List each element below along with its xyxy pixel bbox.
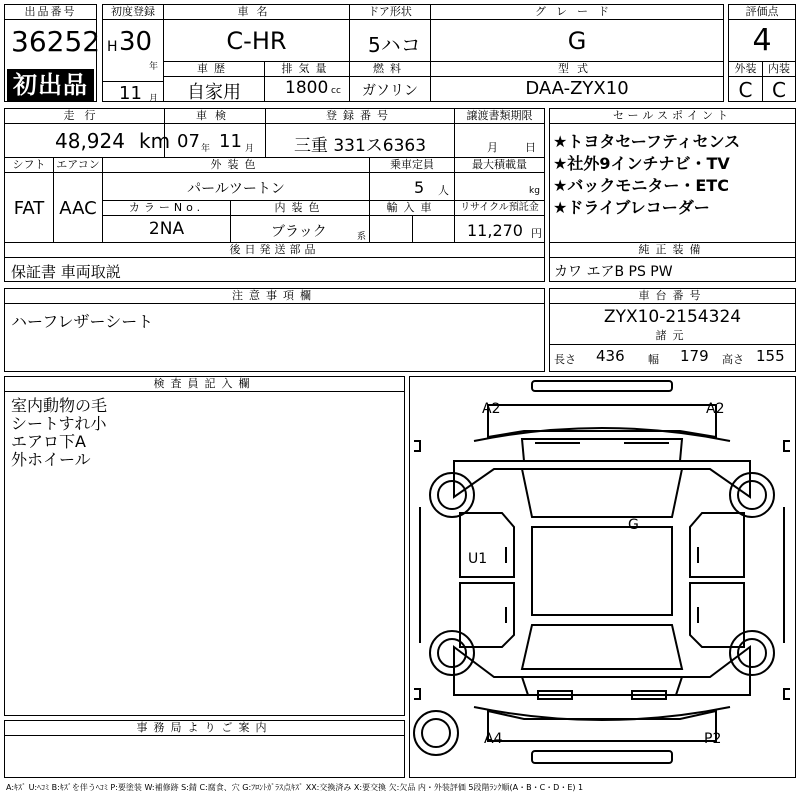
recycle-box [454, 200, 545, 243]
plate-label: 登録番号 [266, 109, 454, 124]
sales-point-3: ★バックモニター・ETC [553, 176, 729, 195]
mark-a4: A4 [484, 731, 503, 747]
car-outline [410, 377, 795, 777]
capacity-label: 乗車定員 [370, 158, 454, 173]
color-box [102, 157, 370, 201]
plate-box [265, 108, 455, 158]
ext-grade: C [738, 78, 753, 102]
shift-label: シフト [5, 158, 53, 173]
door-box [349, 4, 431, 62]
displacement-unit: cc [331, 86, 341, 96]
inspector-box [4, 376, 405, 716]
shift-box [4, 157, 54, 243]
ext-grade-label: 外装 [729, 62, 762, 77]
aircon: AAC [59, 198, 97, 219]
inspector-line-4: 外ホイール [11, 450, 91, 469]
grade-label: グレード [431, 5, 723, 20]
import-label: 輸入車 [370, 201, 454, 216]
mileage-label: 走行 [5, 109, 164, 124]
fuel: ガソリン [362, 83, 418, 99]
mileage: 48,924 [55, 129, 125, 153]
mark-p2: P2 [704, 731, 722, 747]
displacement-label: 排気量 [265, 62, 349, 77]
color-label: 外装色 [103, 158, 369, 173]
fuel-label: 燃料 [350, 62, 430, 77]
color-no-box [102, 200, 231, 243]
int-grade-box [762, 61, 796, 102]
mark-a2-right: A2 [706, 401, 725, 417]
dims-label: 諸元 [550, 329, 795, 343]
sales-point-2: ★社外9インチナビ・TV [553, 154, 730, 173]
int-grade: C [772, 78, 786, 102]
int-grade-label: 内装 [763, 62, 795, 77]
length: 436 [596, 347, 625, 365]
mark-a2-left: A2 [482, 401, 501, 417]
aircon-label: エアコン [54, 158, 102, 173]
first-listing-badge: 初出品 [7, 69, 94, 101]
history-box [163, 61, 265, 102]
score-box [728, 4, 796, 62]
color-no: 2NA [148, 219, 185, 239]
notes-box [4, 288, 545, 372]
ext-grade-box [728, 61, 763, 102]
width: 179 [680, 347, 709, 365]
office-label: 事務局よりご案内 [5, 721, 404, 736]
mileage-box [4, 108, 171, 158]
score: 4 [752, 23, 772, 58]
history-label: 車歴 [164, 62, 264, 77]
color-no-label: カラーNo. [103, 201, 230, 216]
int-color-unit: 系 [357, 232, 367, 242]
sales-points-label: セールスポイント [550, 109, 795, 124]
int-color-box [230, 200, 370, 243]
grade-box [430, 4, 724, 62]
door-type: 5ハコ [368, 33, 421, 57]
later-parts-label: 後日発送部品 [5, 243, 544, 258]
width-label: 幅 [648, 353, 659, 366]
insp-month: 11 [219, 131, 242, 152]
length-label: 長さ [554, 353, 576, 366]
equipment-label: 純正装備 [550, 243, 795, 258]
int-color-label: 内装色 [231, 201, 369, 216]
door-label: ドア形状 [350, 5, 430, 20]
height-label: 高さ [722, 353, 744, 366]
mark-g: G [628, 517, 639, 533]
notes-label: 注意事項欄 [5, 289, 544, 304]
load-label: 最大積載量 [455, 158, 544, 173]
year-unit: 年 [149, 62, 159, 72]
recycle-unit: 円 [531, 227, 542, 240]
load-box [454, 157, 545, 201]
office-box [4, 720, 405, 778]
reg-month: 11 [119, 83, 142, 104]
transfer-box [454, 108, 545, 158]
insp-month-unit: 月 [245, 144, 255, 154]
capacity-unit: 人 [438, 184, 449, 197]
chassis-box [549, 288, 796, 372]
recycle-label: リサイクル預託金 [455, 201, 544, 216]
transfer-label: 譲渡書類期限 [455, 109, 544, 124]
capacity-box [369, 157, 455, 201]
lot-number: 36252 [11, 25, 101, 58]
sales-points-box [549, 108, 796, 243]
lot-label: 出品番号 [5, 5, 96, 20]
notes: ハーフレザーシート [11, 312, 154, 331]
displacement-box [264, 61, 350, 102]
transfer-day-unit: 日 [525, 141, 536, 154]
legend: A:ｷｽﾞ U:ﾍｺﾐ B:ｷｽﾞを伴うﾍｺﾐ P:要塗装 W:補修跡 S:錆 C:腐食、穴 G:ﾌﾛﾝﾄｶﾞﾗｽ点ｷｽﾞ XX:交換済み X:要交換 欠:欠品 内・外装評価 5段階ﾗﾝｸ順(A・B・C・D・E) 1 [6, 783, 584, 792]
model-box [430, 61, 724, 102]
inspector-label: 検査員記入欄 [5, 377, 404, 392]
grade: G [567, 27, 587, 55]
era: H [107, 39, 118, 55]
recycle: 11,270 [467, 221, 523, 240]
inspection-box [164, 108, 266, 158]
load-unit: kg [529, 186, 540, 196]
car-name-box [163, 4, 350, 62]
insp-year-unit: 年 [201, 144, 211, 154]
equipment-box [549, 242, 796, 282]
lot-box [4, 4, 101, 102]
chassis-label: 車台番号 [550, 289, 795, 304]
model: DAA-ZYX10 [525, 78, 629, 99]
chassis-number: ZYX10-2154324 [603, 307, 742, 327]
later-parts-box [4, 242, 545, 282]
equipment: カワ エアB PS PW [554, 264, 673, 280]
reg-year: 30 [119, 27, 153, 57]
car-diagram [409, 376, 796, 778]
month-unit: 月 [149, 94, 159, 104]
shift: FAT [13, 198, 45, 219]
aircon-box [53, 157, 103, 243]
mark-u1: U1 [468, 551, 488, 567]
score-label: 評価点 [729, 5, 795, 20]
later-parts: 保証書 車両取説 [11, 263, 121, 281]
color: パールツートン [187, 181, 285, 197]
first-reg-box [102, 4, 164, 102]
capacity: 5 [414, 178, 425, 197]
inspection-label: 車検 [165, 109, 265, 124]
first-reg-label: 初度登録 [103, 5, 163, 20]
sales-point-4: ★ドライブレコーダー [553, 198, 710, 217]
model-label: 型式 [431, 62, 723, 77]
inspector-line-1: 室内動物の毛 [11, 396, 108, 415]
sales-point-1: ★トヨタセーフティセンス [553, 132, 741, 151]
mileage-unit: km [139, 129, 171, 153]
height: 155 [756, 347, 785, 365]
transfer-month-unit: 月 [487, 141, 498, 154]
plate: 三重 331ス6363 [293, 136, 427, 156]
car-name: C-HR [226, 27, 287, 55]
inspector-line-3: エアロ下A [11, 432, 86, 451]
displacement: 1800 [285, 78, 329, 98]
import-box [369, 200, 455, 243]
car-name-label: 車名 [164, 5, 349, 20]
insp-year: 07 [177, 131, 200, 152]
history: 自家用 [187, 82, 241, 103]
int-color: ブラック [271, 224, 327, 240]
inspector-line-2: シートすれ小 [11, 414, 107, 433]
fuel-box [349, 61, 431, 102]
